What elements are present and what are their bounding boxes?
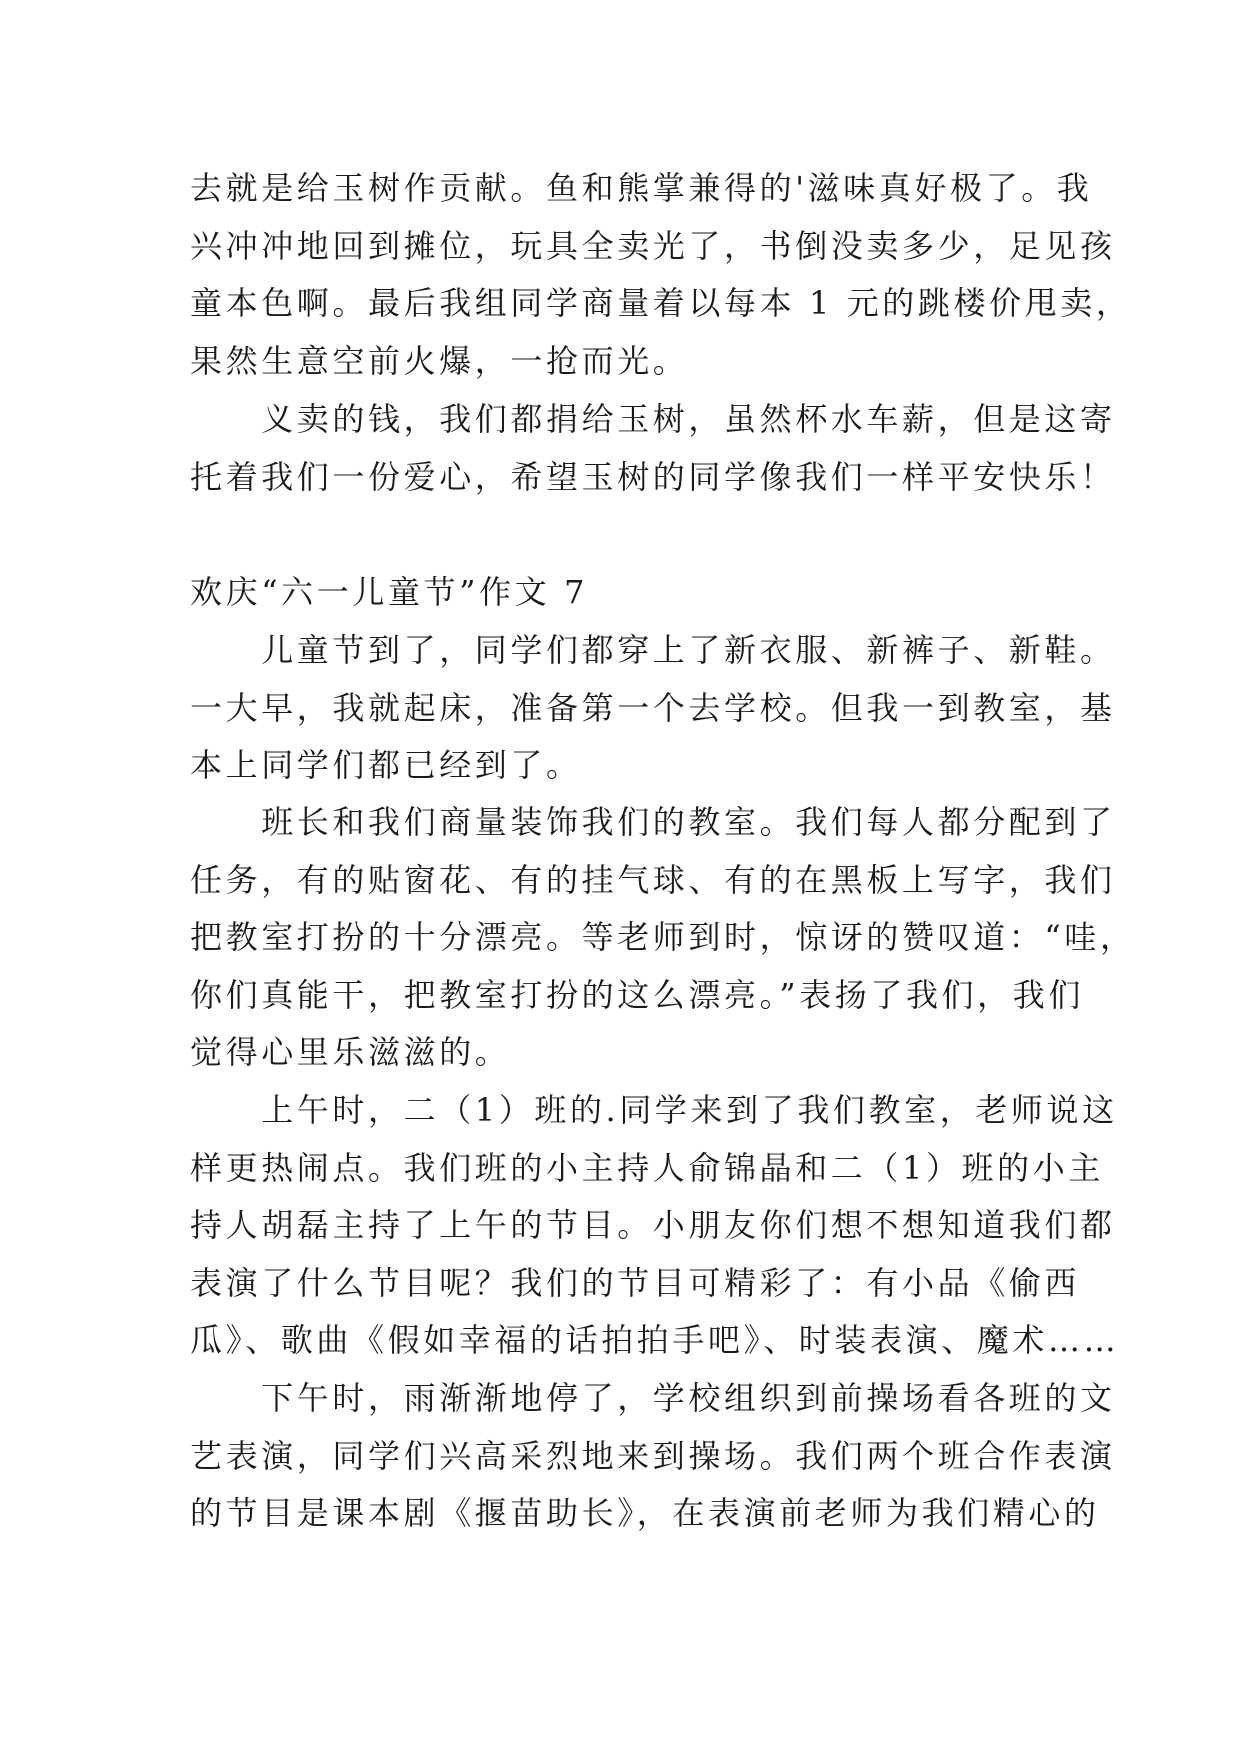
text-line: 任务，有的贴窗花、有的挂气球、有的在黑板上写字，我们 — [190, 860, 1116, 899]
text-line: 觉得心里乐滋滋的。 — [190, 1033, 511, 1071]
text-line: 样更热闹点。我们班的小主持人俞锦晶和二（1）班的小主 — [190, 1148, 1104, 1187]
article-paragraph-1 — [190, 622, 1116, 795]
article-paragraph-3 — [190, 1082, 1120, 1370]
text-line: 艺表演，同学们兴高采烈地来到操场。我们两个班合作表演 — [190, 1436, 1116, 1475]
text-line: 你们真能干，把教室打扮的这么漂亮。”表扬了我们，我们 — [190, 975, 1084, 1014]
continued-paragraph-2 — [190, 391, 1116, 506]
text-line: 托着我们一份爱心，希望玉树的同学像我们一样平安快乐！ — [190, 457, 1116, 496]
text-line: 去就是给玉树作贡献。鱼和熊掌兼得的'滋味真好极了。我 — [190, 169, 1093, 207]
text-line: 瓜》、歌曲《假如幸福的话拍拍手吧》、时装表演、魔术…… — [190, 1321, 1120, 1359]
text-line: 把教室打扮的十分漂亮。等老师到时，惊讶的赞叹道：“哇， — [190, 918, 1136, 956]
article-paragraph-2 — [190, 794, 1136, 1082]
article-paragraph-4 — [190, 1370, 1116, 1543]
text-line: 表演了什么节目呢？我们的节目可精彩了：有小品《偷西 — [190, 1263, 1081, 1302]
text-line: 班长和我们商量装饰我们的教室。我们每人都分配到了 — [190, 803, 1116, 841]
text-line: 下午时，雨渐渐地停了，学校组织到前操场看各班的文 — [190, 1379, 1116, 1417]
text-line: 果然生意空前火爆，一抢而光。 — [190, 341, 689, 380]
text-line: 的节目是课本剧《揠苗助长》，在表演前老师为我们精心的 — [190, 1494, 1100, 1532]
text-line: 本上同学们都已经到了。 — [190, 746, 582, 784]
text-line: 义卖的钱，我们都捐给玉树，虽然杯水车薪，但是这寄 — [190, 400, 1116, 438]
continued-paragraph-1 — [190, 160, 1132, 390]
text-line: 持人胡磊主持了上午的节目。小朋友你们想不想知道我们都 — [190, 1206, 1116, 1244]
text-line: 上午时，二（1）班的.同学来到了我们教室，老师说这 — [190, 1091, 1118, 1129]
text-line: 一大早，我就起床，准备第一个去学校。但我一到教室，基 — [190, 688, 1116, 727]
text-line: 童本色啊。最后我组同学商量着以每本 1 元的跳楼价甩卖， — [190, 284, 1132, 322]
text-line: 兴冲冲地回到摊位，玩具全卖光了，书倒没卖多少，足见孩 — [190, 226, 1116, 265]
text-line: 儿童节到了，同学们都穿上了新衣服、新裤子、新鞋。 — [190, 631, 1116, 669]
article-title: 欢庆“六一儿童节”作文 7 — [190, 573, 589, 611]
